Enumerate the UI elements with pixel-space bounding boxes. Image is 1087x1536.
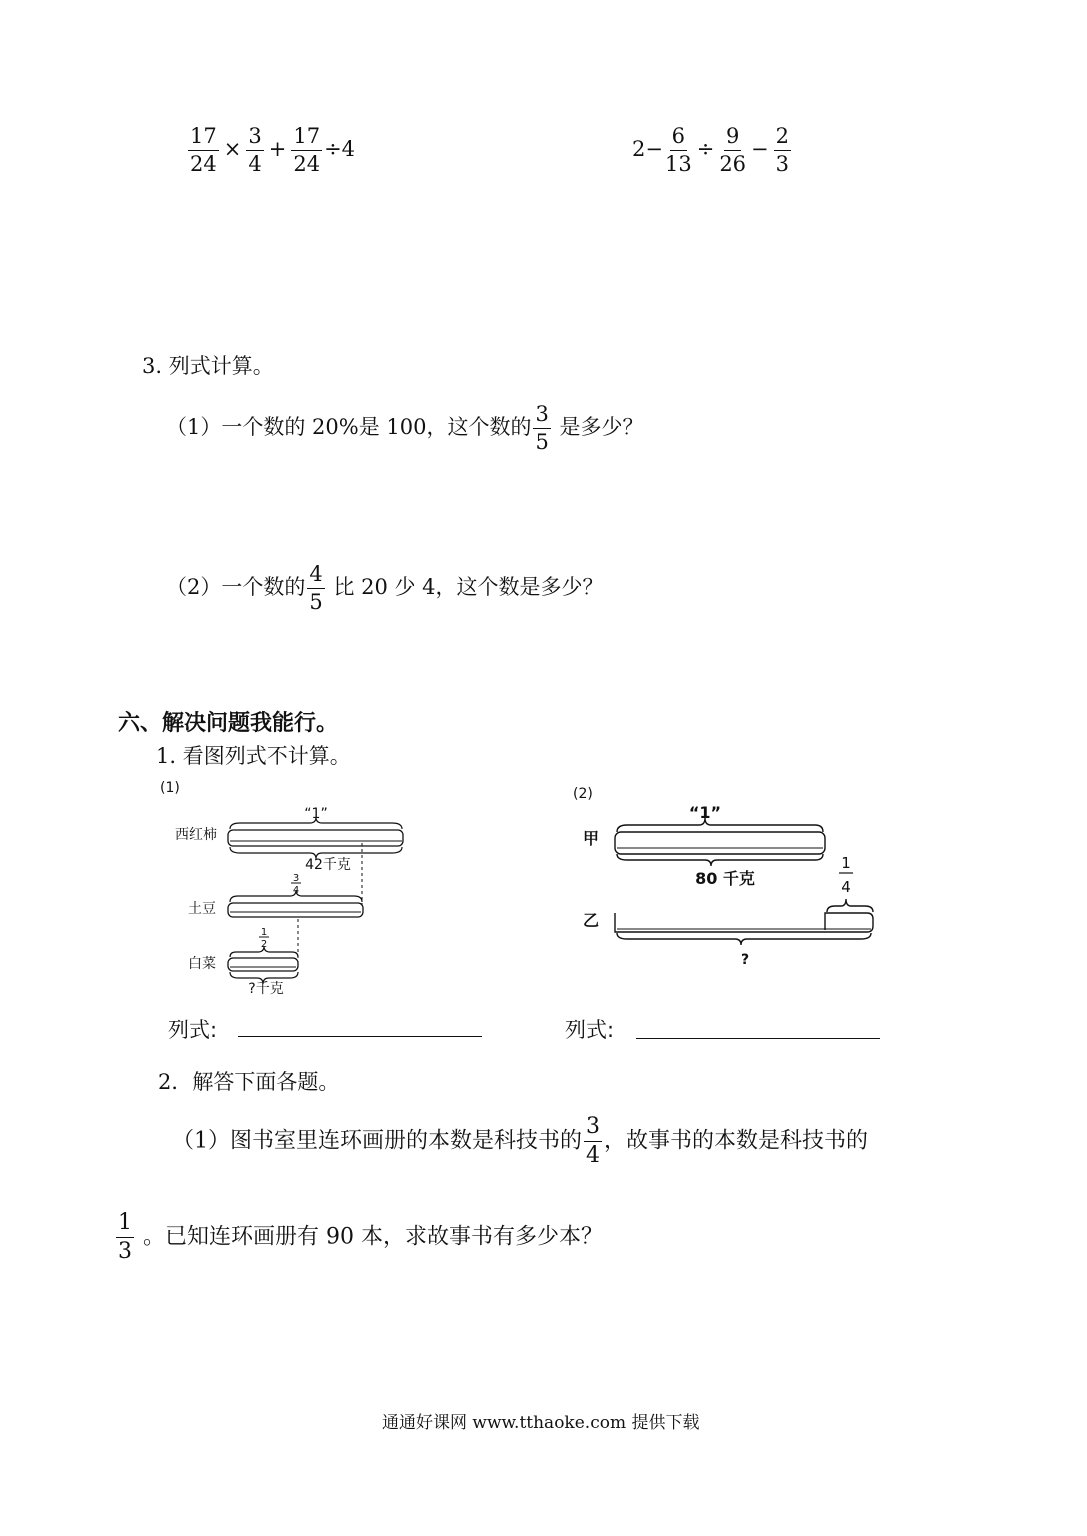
row1-label: 西红柿 — [175, 827, 217, 843]
svg-text:2: 2 — [260, 939, 268, 950]
fraction: $\frac{17}{24}$ — [190, 124, 217, 176]
amount-42kg: 42千克 — [305, 857, 351, 873]
fraction: $\frac{3}{4}$ — [248, 124, 262, 176]
q2-problem-1-line-1: （1）图书室里连环画册的本数是科技书的 $\frac{3}{4}$ ，故事书的本数是科技书的 — [172, 1114, 869, 1168]
formula-label-2: 列式: — [565, 1018, 615, 1042]
svg-text:1: 1 — [841, 854, 851, 872]
expression-2: 2− $\frac{6}{13}$ ÷ $\frac{9}{26}$ − $\frac{2}{3}$ — [632, 124, 790, 176]
formula-label-1: 列式: — [168, 1018, 218, 1042]
fig1-label: (1) — [160, 780, 180, 796]
q3-problem-1: （1）一个数的 20%是 100，这个数的 $\frac{3}{5}$ 是多少？ — [166, 402, 644, 454]
brace-potato — [230, 890, 362, 902]
svg-text:4: 4 — [841, 878, 851, 896]
row2-label: 土豆 — [188, 901, 216, 917]
fraction: $\frac{2}{3}$ — [775, 124, 790, 176]
q2-title: 2．解答下面各题。 — [158, 1070, 340, 1094]
q2-problem-1-line-2: $\frac{1}{3}$ 。已知连环画册有 90 本，求故事书有多少本？ — [118, 1210, 603, 1264]
row1-label: 甲 — [583, 829, 600, 848]
fig2-one-label: “1” — [688, 803, 722, 822]
brace-bottom — [617, 854, 823, 866]
fraction: $\frac{4}{5}$ — [309, 562, 323, 614]
brace-quarter — [827, 899, 873, 912]
formula-answer-line-1[interactable] — [238, 1036, 482, 1037]
formula-answer-line-2[interactable] — [636, 1038, 880, 1039]
amount-80kg: 80 千克 — [695, 869, 755, 888]
q3-title: 3. 列式计算。 — [142, 354, 274, 378]
bar-jia — [615, 832, 825, 854]
fraction: $\frac{1}{3}$ — [118, 1210, 132, 1264]
fraction: $\frac{17}{24}$ — [293, 124, 321, 176]
row3-label: 白菜 — [188, 956, 216, 972]
diagram-1 — [150, 775, 520, 1005]
footer: 通通好课网 www.tthaoke.com 提供下载 — [382, 1413, 700, 1433]
expression-1: $\frac{17}{24}$ × $\frac{3}{4}$ + $\frac{17}{24}$ ÷4 — [190, 124, 356, 176]
fraction: $\frac{9}{26}$ — [719, 124, 747, 176]
svg-text:4: 4 — [292, 885, 300, 896]
brace-yi — [617, 933, 871, 945]
fig2-label: (2) — [573, 786, 593, 802]
fraction: $\frac{6}{13}$ — [664, 124, 692, 176]
brace-top — [230, 817, 402, 829]
svg-text:1: 1 — [260, 927, 268, 938]
unknown: ? — [740, 952, 750, 968]
fraction: $\frac{3}{5}$ — [535, 402, 549, 454]
q1-title: 1. 看图列式不计算。 — [156, 744, 351, 768]
fig1-one-label: “1” — [304, 806, 328, 822]
bar-cabbage — [228, 958, 298, 971]
svg-text:3: 3 — [292, 873, 300, 884]
bar-tomato — [228, 830, 403, 846]
brace-cabbage-top — [230, 946, 298, 957]
section-heading: 六、解决问题我能行。 — [118, 711, 339, 736]
row2-label: 乙 — [583, 911, 600, 930]
unknown-kg: ?千克 — [248, 981, 284, 997]
fraction: $\frac{3}{4}$ — [586, 1114, 600, 1168]
q3-problem-2: （2）一个数的 $\frac{4}{5}$ 比 20 少 4，这个数是多少？ — [166, 562, 604, 614]
bar-potato — [228, 903, 363, 917]
diagram-2 — [565, 780, 885, 980]
